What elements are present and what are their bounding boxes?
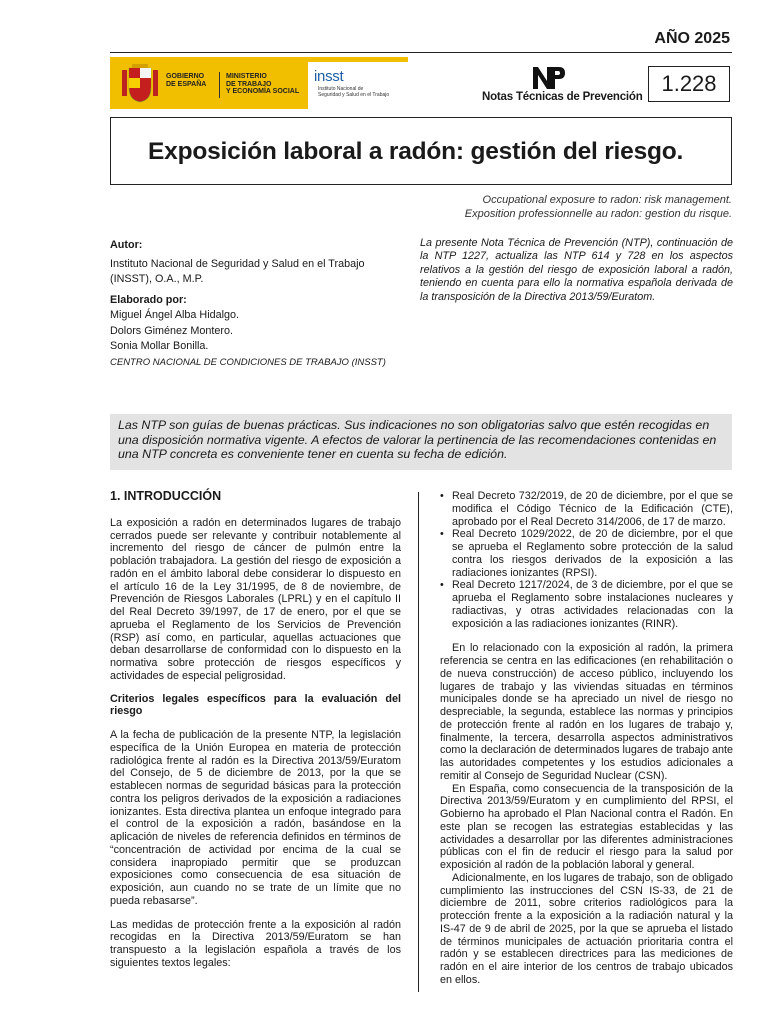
centro-name: CENTRO NACIONAL DE CONDICIONES DE TRABAJO (INSST) — [110, 356, 386, 368]
coat-of-arms-icon — [120, 62, 160, 104]
paragraph: En lo relacionado con la exposición al radón, la primera referencia se centra en las edificaciones (en rehabilitación o de nueva construcción) de acceso público, incluyendo los lugares de trabajo y las viviendas situadas en términos municipales donde se ha apreciado un nivel de riesgo no despreciable, la segunda, establece las normas y principios de protección frente al radón en los lugares de trabajo y, finalmente, la tercera, desarrolla aspectos administrativos como la declaración de determinados lugares de trabajo ante las autoridades competentes y los estudios adicionales a remitir al Consejo de Seguridad Nuclear (CSN). — [440, 642, 733, 782]
person-name: Sonia Mollar Bonilla. — [110, 340, 209, 352]
logo-divider — [219, 72, 220, 98]
person-name: Miguel Ángel Alba Hidalgo. — [110, 309, 240, 321]
title-english: Occupational exposure to radon: risk management. — [482, 194, 732, 206]
ntp-logo-icon — [532, 66, 566, 90]
title-french: Exposition professionnelle au radon: gestion du risque. — [464, 207, 732, 220]
abstract: La presente Nota Técnica de Prevención (NTP), continuación de la NTP 1227, actualiza las NTP 614 y 728 en los aspectos relativos a la gestión del riesgo de exposición laboral a radón, teniendo en cuenta para ello la normativa española derivada de la transposición de la Directiva 2013/59/Euratom. — [420, 237, 733, 303]
author-heading: Autor: — [110, 239, 143, 251]
disclaimer-note: Las NTP son guías de buenas prácticas. Sus indicaciones no son obligatorias salvo que estén recogidas en una disposición normativa vigente. A efectos de valorar la pertinencia de las recomendaciones contenidas en una NTP concreta es conveniente tener en cuenta su fecha de edición. — [110, 414, 732, 470]
document-title: Exposición laboral a radón: gestión del riesgo. — [148, 138, 684, 165]
section-heading: 1. INTRODUCCIÓN — [110, 489, 222, 503]
right-column — [440, 490, 733, 987]
made-by-heading: Elaborado por: — [110, 293, 187, 306]
left-column — [110, 490, 401, 970]
ntp-number: 1.228 — [648, 66, 730, 102]
paragraph: Adicionalmente, en los lugares de trabajo, son de obligado cumplimiento las instrucciones del CSN IS-33, de 21 de diciembre de 2011, sobre criterios radiológicos para la protección frente a la exposición a la radiación natural y la IS-47 de 9 de abril de 2025, por la que se aprueba el listado de términos municipales de actuación prioritaria contra el radón y se establecen directrices para las mediciones de radón en el aire interior de los centros de trabajo ubicados en ellos. — [440, 871, 733, 986]
ministerio-text: MINISTERIO DE TRABAJO Y ECONOMÍA SOCIAL — [226, 73, 300, 95]
header-rule — [110, 52, 732, 53]
paragraph: En España, como consecuencia de la transposición de la Directiva 2013/59/Euratom y en cumplimiento del RPSI, el Gobierno ha aprobado el Plan Nacional contra el Radón. En este plan se recogen las estrategias establecidas y las actividades a desarrollar por las diferentes administraciones públicas con el fin de reducir el riesgo para la salud por exposición al radón de la población laboral y general. — [440, 782, 733, 871]
list-item: • Real Decreto 1029/2022, de 20 de diciembre, por el que se aprueba el Reglamento sobre protección de la salud contra los riesgos derivados de la exposición a las radiaciones ionizantes (RPSI). — [440, 528, 733, 579]
insst-logo: insst — [314, 68, 344, 85]
author-line: Instituto Nacional de Seguridad y Salud en el Trabajo — [110, 257, 365, 270]
publication-year: AÑO 2025 — [654, 30, 730, 47]
column-divider — [418, 492, 419, 992]
list-item: • Real Decreto 732/2019, de 20 de diciembre, por el que se modifica el Código Técnico de la Edificación (CTE), aprobado por el Real Decreto 314/2006, de 17 de marzo. — [440, 490, 733, 528]
list-item: • Real Decreto 1217/2024, de 3 de diciembre, por el que se aprueba el Reglamento sobre instalaciones nucleares y radiactivas, y otras actividades relacionadas con la exposición a las radiaciones ionizantes (RINR). — [440, 579, 733, 630]
ntp-series-label: Notas Técnicas de Prevención — [482, 91, 643, 103]
author-line: (INSST), O.A., M.P. — [110, 273, 204, 285]
insst-subtitle: Instituto Nacional de Seguridad y Salud en el Trabajo — [318, 86, 390, 98]
subsection-heading: Criterios legales específicos para la evaluación del riesgo — [110, 692, 401, 718]
alternate-titles — [465, 194, 732, 221]
paragraph: A la fecha de publicación de la presente NTP, la legislación específica de la Unión Europea en materia de protección radiológica frente al radón es la Directiva 2013/59/Euratom del Consejo, de 5 de diciembre de 2013, por la que se establecen normas de seguridad básicas para la protección contra los peligros derivados de la exposición a radiaciones ionizantes. Esta directiva plantea un enfoque integrado para el control de la exposición a radón, basándose en la aplicación de niveles de referencia definidos en términos de “concentración de actividad por encima de la cual se considera inapropiado permitir que se produzcan exposiciones como consecuencia de esa situación de exposición, aun cuando no se trate de un límite que no pueda rebasarse”. — [110, 729, 401, 907]
author-block — [110, 238, 410, 370]
person-name: Dolors Giménez Montero. — [110, 324, 234, 337]
paragraph: La exposición a radón en determinados lugares de trabajo cerrados puede ser relevante y contribuir notablemente al incremento del riesgo de cáncer de pulmón entre la población trabajadora. La gestión del riesgo de exposición a radón en el ámbito laboral debe considerar lo dispuesto en el artículo 16 de la Ley 31/1995, de 8 de noviembre, de Prevención de Riesgos Laborales (LPRL) y en el capítulo II del Real Decreto 39/1997, de 17 de enero, por el que se aprueba el Reglamento de los Servicios de Prevención (RSP) así como, en particular, aquellas actuaciones que deban desarrollarse de conformidad con lo dispuesto en la normativa sobre protección de riesgos específicos y actividades de especial peligrosidad. — [110, 516, 401, 682]
gobierno-text: GOBIERNO DE ESPAÑA — [166, 73, 207, 88]
paragraph: Las medidas de protección frente a la exposición al radón recogidas en la Directiva 2013/59/Euratom se han transpuesto a la legislación española a través de los siguientes textos legales: — [110, 918, 401, 969]
